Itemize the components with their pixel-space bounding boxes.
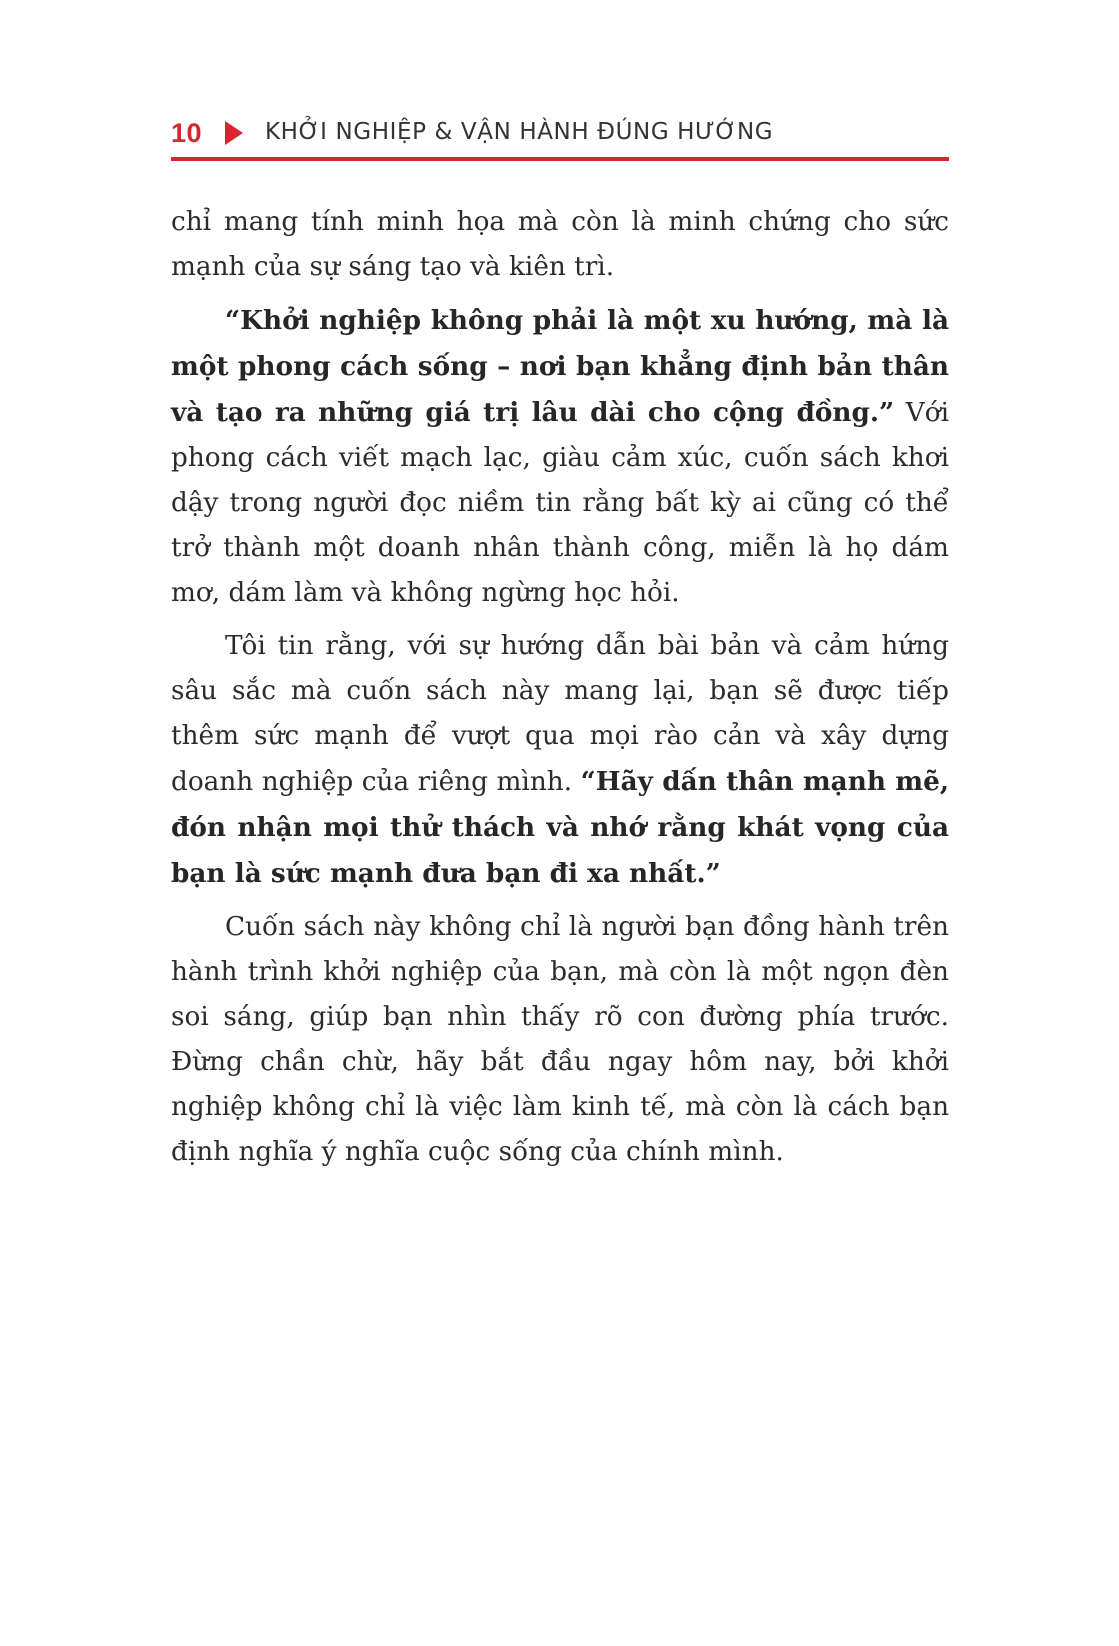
- paragraph-2-text: Với phong cách viết mạch lạc, giàu cảm xúc, cuốn sách khơi dậy trong người đọc niềm tin rằng bất kỳ ai cũng có thể trở thành một doanh nhân thành công, miễn là họ dám mơ, dám làm và không ngừng học hỏi.: [171, 398, 949, 608]
- paragraph-3: [171, 624, 949, 897]
- play-triangle-icon: [225, 121, 243, 145]
- page-number: 10: [171, 118, 203, 148]
- header-divider: [171, 157, 949, 161]
- bold-quote-1: “Khởi nghiệp không phải là một xu hướng, mà là một phong cách sống – nơi bạn khẳng định bản thân và tạo ra những giá trị lâu dài cho cộng đồng.”: [171, 305, 949, 428]
- paragraph-1: [171, 200, 949, 290]
- paragraph-1-text: chỉ mang tính minh họa mà còn là minh chứng cho sức mạnh của sự sáng tạo và kiên trì.: [171, 207, 949, 282]
- bold-quote-2: “Hãy dấn thân mạnh mẽ, đón nhận mọi thử thách và nhớ rằng khát vọng của bạn là sức mạnh đưa bạn đi xa nhất.”: [171, 766, 949, 889]
- page-body: [171, 200, 949, 1183]
- running-header: [171, 112, 949, 152]
- paragraph-4-text: Cuốn sách này không chỉ là người bạn đồng hành trên hành trình khởi nghiệp của bạn, mà còn là một ngọn đèn soi sáng, giúp bạn nhìn thấy rõ con đường phía trước. Đừng chần chừ, hãy bắt đầu ngay hôm nay, bởi khởi nghiệp không chỉ là việc làm kinh tế, mà còn là cách bạn định nghĩa ý nghĩa cuộc sống của chính mình.: [171, 912, 949, 1167]
- paragraph-3-text: Tôi tin rằng, với sự hướng dẫn bài bản và cảm hứng sâu sắc mà cuốn sách này mang lại, bạn sẽ được tiếp thêm sức mạnh để vượt qua mọi rào cản và xây dựng doanh nghiệp của riêng mình.: [171, 631, 949, 797]
- paragraph-2: [171, 298, 949, 616]
- running-title: KHỞI NGHIỆP & VẬN HÀNH ĐÚNG HƯỚNG: [265, 119, 774, 145]
- paragraph-4: [171, 905, 949, 1175]
